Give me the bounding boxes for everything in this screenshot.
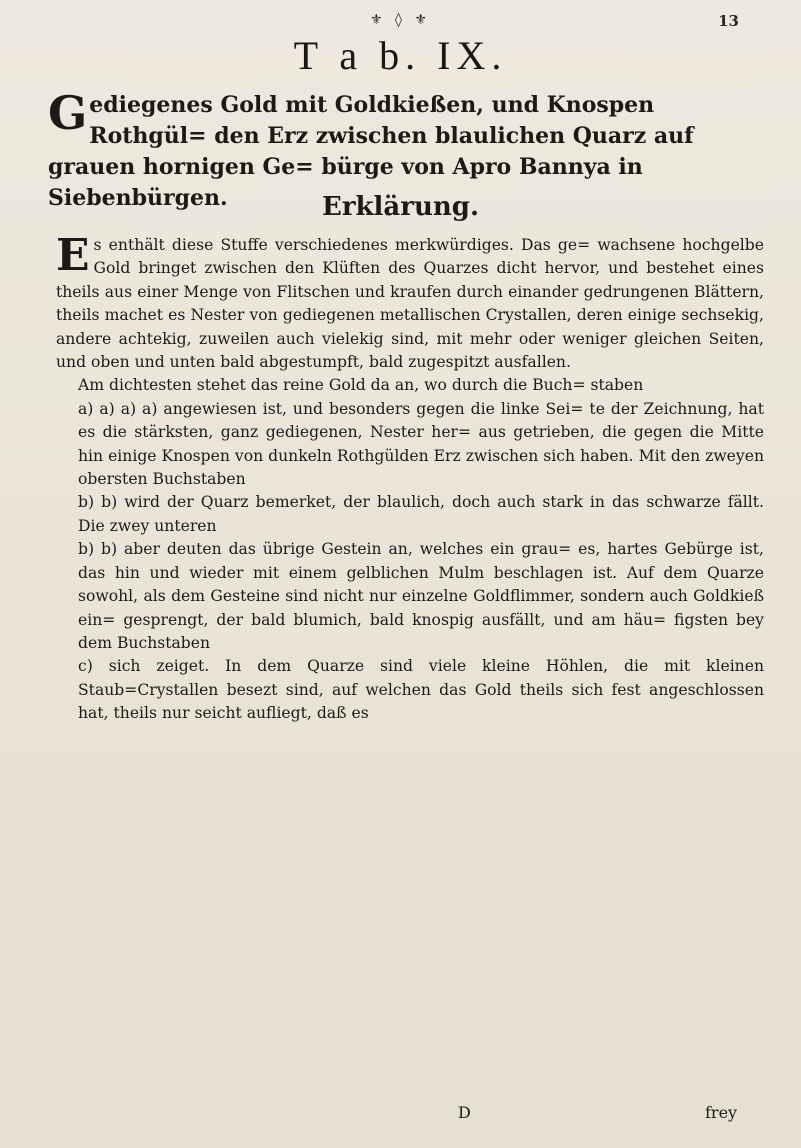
paragraph-6: c) sich zeiget. In dem Quarze sind viele kleine Höhlen, die mit kleinen Staub=Crystallen besezt sind, auf welchen das Gold theils sich fest angeschlossen hat, theils nur seicht aufliegt, daß es [78,657,764,723]
heading-text: ediegenes Gold mit Goldkießen, und Knospen Rothgül= den Erz zwischen blaulichen Quarz auf grauen hornigen Ge= bürge von Apro Bannya in Siebenbürgen. [48,92,694,211]
paragraph-5: b) b) aber deuten das übrige Gestein an, welches ein grau= es, hartes Gebürge ist, das hin und wieder mit einem gelblichen Mulm beschlagen ist. Auf dem Quarze sowohl, als dem Gesteine sind nicht nur einzelne Goldflimmer, sondern auch Goldkieß ein= gesprengt, der bald blumich, bald knospig ausfällt, und am häu= figsten bey dem Buchstaben [78,540,764,652]
plate-title: T a b. IX. [293,33,508,78]
intro-text: s enthält diese Stuffe verschiedenes merkwürdiges. Das ge= wachsene hochgelbe Gold bringet zwischen den Klüften des Quarzes dicht hervor, und bestehet eines theils aus einer Menge von Flitschen und kraufen durch einander gedrungenen Blättern, theils machet es Nester von gediegenen metallischen Crystallen, deren einige sechsekig, andere achtekig, zuweilen auch vielekig sind, mit mehr oder weniger gleichen Seiten, und oben und unten bald abgestumpft, bald zugespitzt ausfallen. [56,236,764,372]
header-ornament: ⚜ ◊ ⚜ [370,12,431,28]
paragraph-3: a) a) a) a) angewiesen ist, und besonders gegen die linke Sei= te der Zeichnung, hat es die stärksten, ganz gediegenen, Nester her= aus getrieben, die gegen die Mitte hin einige Knospen von dunkeln Rothgülden Erz zwischen sich haben. Mit den zweyen obersten Buchstaben [78,399,764,489]
signature-mark: D [458,1103,471,1122]
paragraph-4: b) b) wird der Quarz bemerket, der blaulich, doch auch stark in das schwarze fällt. Die zwey unteren [78,493,764,535]
paragraph-intro [56,230,764,374]
intro-dropcap: E [56,230,90,281]
section-title: Erklärung. [322,192,479,222]
page-number: 13 [718,12,739,30]
heading-dropcap: G [48,86,88,140]
body-text [56,230,764,726]
catchword: frey [705,1103,738,1122]
paragraph-2: Am dichtesten stehet das reine Gold da an, wo durch die Buch= staben [78,376,644,395]
